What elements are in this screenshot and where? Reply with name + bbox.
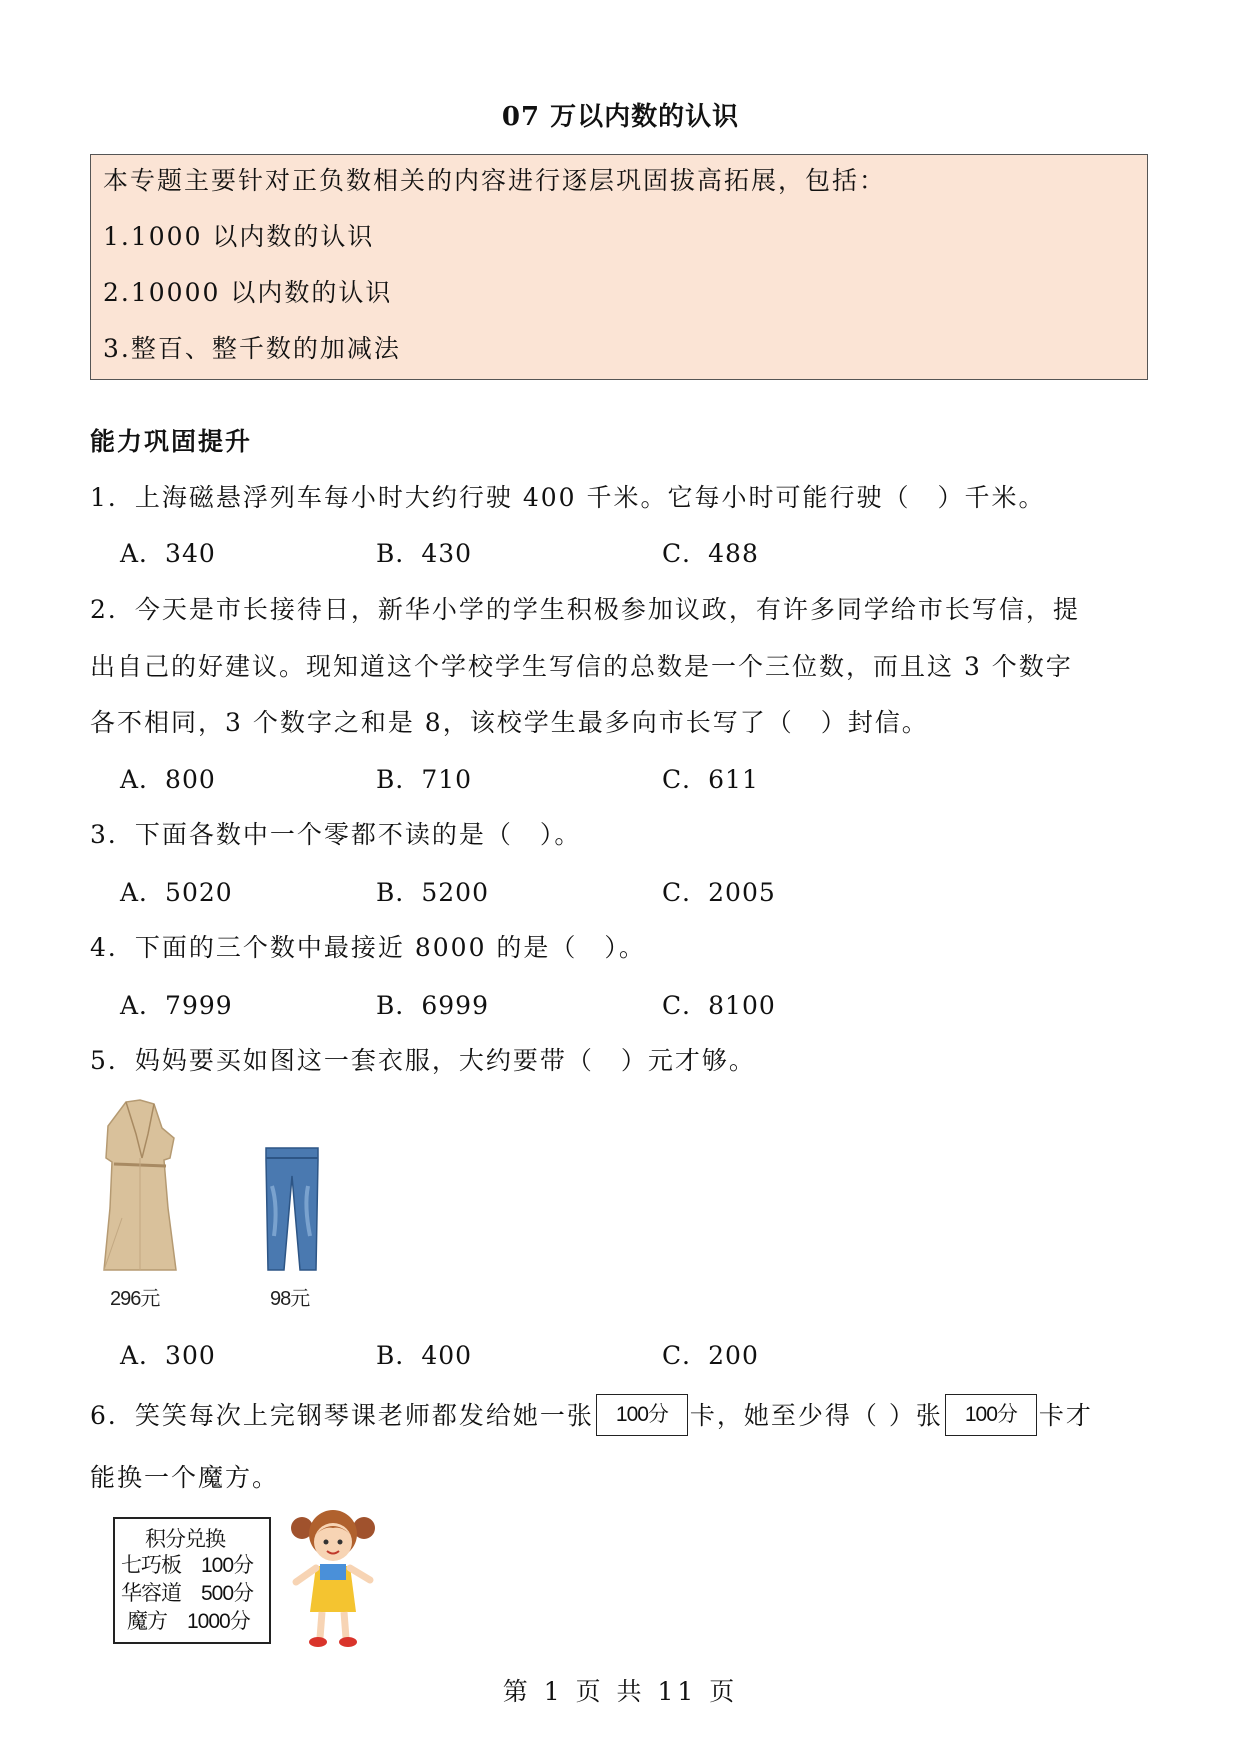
q6-text-part-2: 卡，她至少得（ ）张 — [689, 1401, 943, 1430]
jeans-price: 98元 — [270, 1288, 310, 1310]
question-1: 1．上海磁悬浮列车每小时大约行驶 400 千米。它每小时可能行驶（ ）千米。 — [90, 483, 1046, 512]
page-footer: 第 1 页 共 11 页 — [502, 1677, 739, 1706]
q1-option-b: B．430 — [376, 539, 473, 568]
q6-text-part-1: 6．笑笑每次上完钢琴课老师都发给她一张 — [90, 1401, 594, 1430]
score-card-1: 100分 — [596, 1394, 688, 1436]
question-3: 3．下面各数中一个零都不读的是（ ）。 — [90, 820, 582, 849]
q3-option-b: B．5200 — [376, 878, 489, 907]
summary-item-3: 3.整百、整千数的加减法 — [103, 334, 401, 363]
q5-option-c: C．200 — [662, 1341, 759, 1370]
q2-option-c: C．611 — [662, 765, 759, 794]
q6-text-part-3: 卡才 — [1038, 1401, 1093, 1430]
q1-option-c: C．488 — [662, 539, 759, 568]
exchange-title: 积分兑换 — [145, 1528, 225, 1551]
exchange-row-rubiks: 魔方 1000分 — [127, 1610, 250, 1633]
girl-cartoon-image — [290, 1500, 376, 1652]
summary-box — [90, 154, 1148, 380]
q3-option-c: C．2005 — [662, 878, 776, 907]
jeans-image — [262, 1146, 322, 1274]
q2-option-b: B．710 — [376, 765, 473, 794]
question-4: 4．下面的三个数中最接近 8000 的是（ ）。 — [90, 933, 646, 962]
q1-option-a: A．340 — [120, 539, 216, 568]
q4-option-a: A．7999 — [120, 991, 233, 1020]
q4-option-c: C．8100 — [662, 991, 776, 1020]
q4-option-b: B．6999 — [376, 991, 489, 1020]
summary-item-2: 2.10000 以内数的认识 — [103, 278, 393, 307]
exchange-board — [113, 1517, 271, 1644]
exchange-row-huarongdao: 华容道 500分 — [121, 1582, 254, 1605]
q2-option-a: A．800 — [120, 765, 216, 794]
trench-coat-image — [96, 1098, 186, 1276]
question-2-line-3: 各不相同，3 个数字之和是 8，该校学生最多向市长写了（ ）封信。 — [90, 708, 929, 737]
question-5: 5．妈妈要买如图这一套衣服，大约要带（ ）元才够。 — [90, 1046, 756, 1075]
summary-item-1: 1.1000 以内数的认识 — [103, 222, 375, 251]
q3-option-a: A．5020 — [120, 878, 233, 907]
score-card-2: 100分 — [945, 1394, 1037, 1436]
question-6-line-2: 能换一个魔方。 — [90, 1463, 280, 1492]
question-6-line-1 — [90, 1396, 1093, 1439]
question-2-line-1: 2．今天是市长接待日，新华小学的学生积极参加议政，有许多同学给市长写信，提 — [90, 595, 1080, 624]
summary-intro: 本专题主要针对正负数相关的内容进行逐层巩固拔高拓展，包括： — [103, 166, 887, 195]
q5-option-a: A．300 — [120, 1341, 216, 1370]
exchange-row-tangram: 七巧板 100分 — [121, 1554, 254, 1577]
coat-price: 296元 — [110, 1288, 160, 1310]
section-title: 能力巩固提升 — [90, 427, 253, 456]
question-2-line-2: 出自己的好建议。现知道这个学校学生写信的总数是一个三位数，而且这 3 个数字 — [90, 652, 1073, 681]
page-title: 07 万以内数的认识 — [501, 102, 740, 132]
q5-option-b: B．400 — [376, 1341, 473, 1370]
